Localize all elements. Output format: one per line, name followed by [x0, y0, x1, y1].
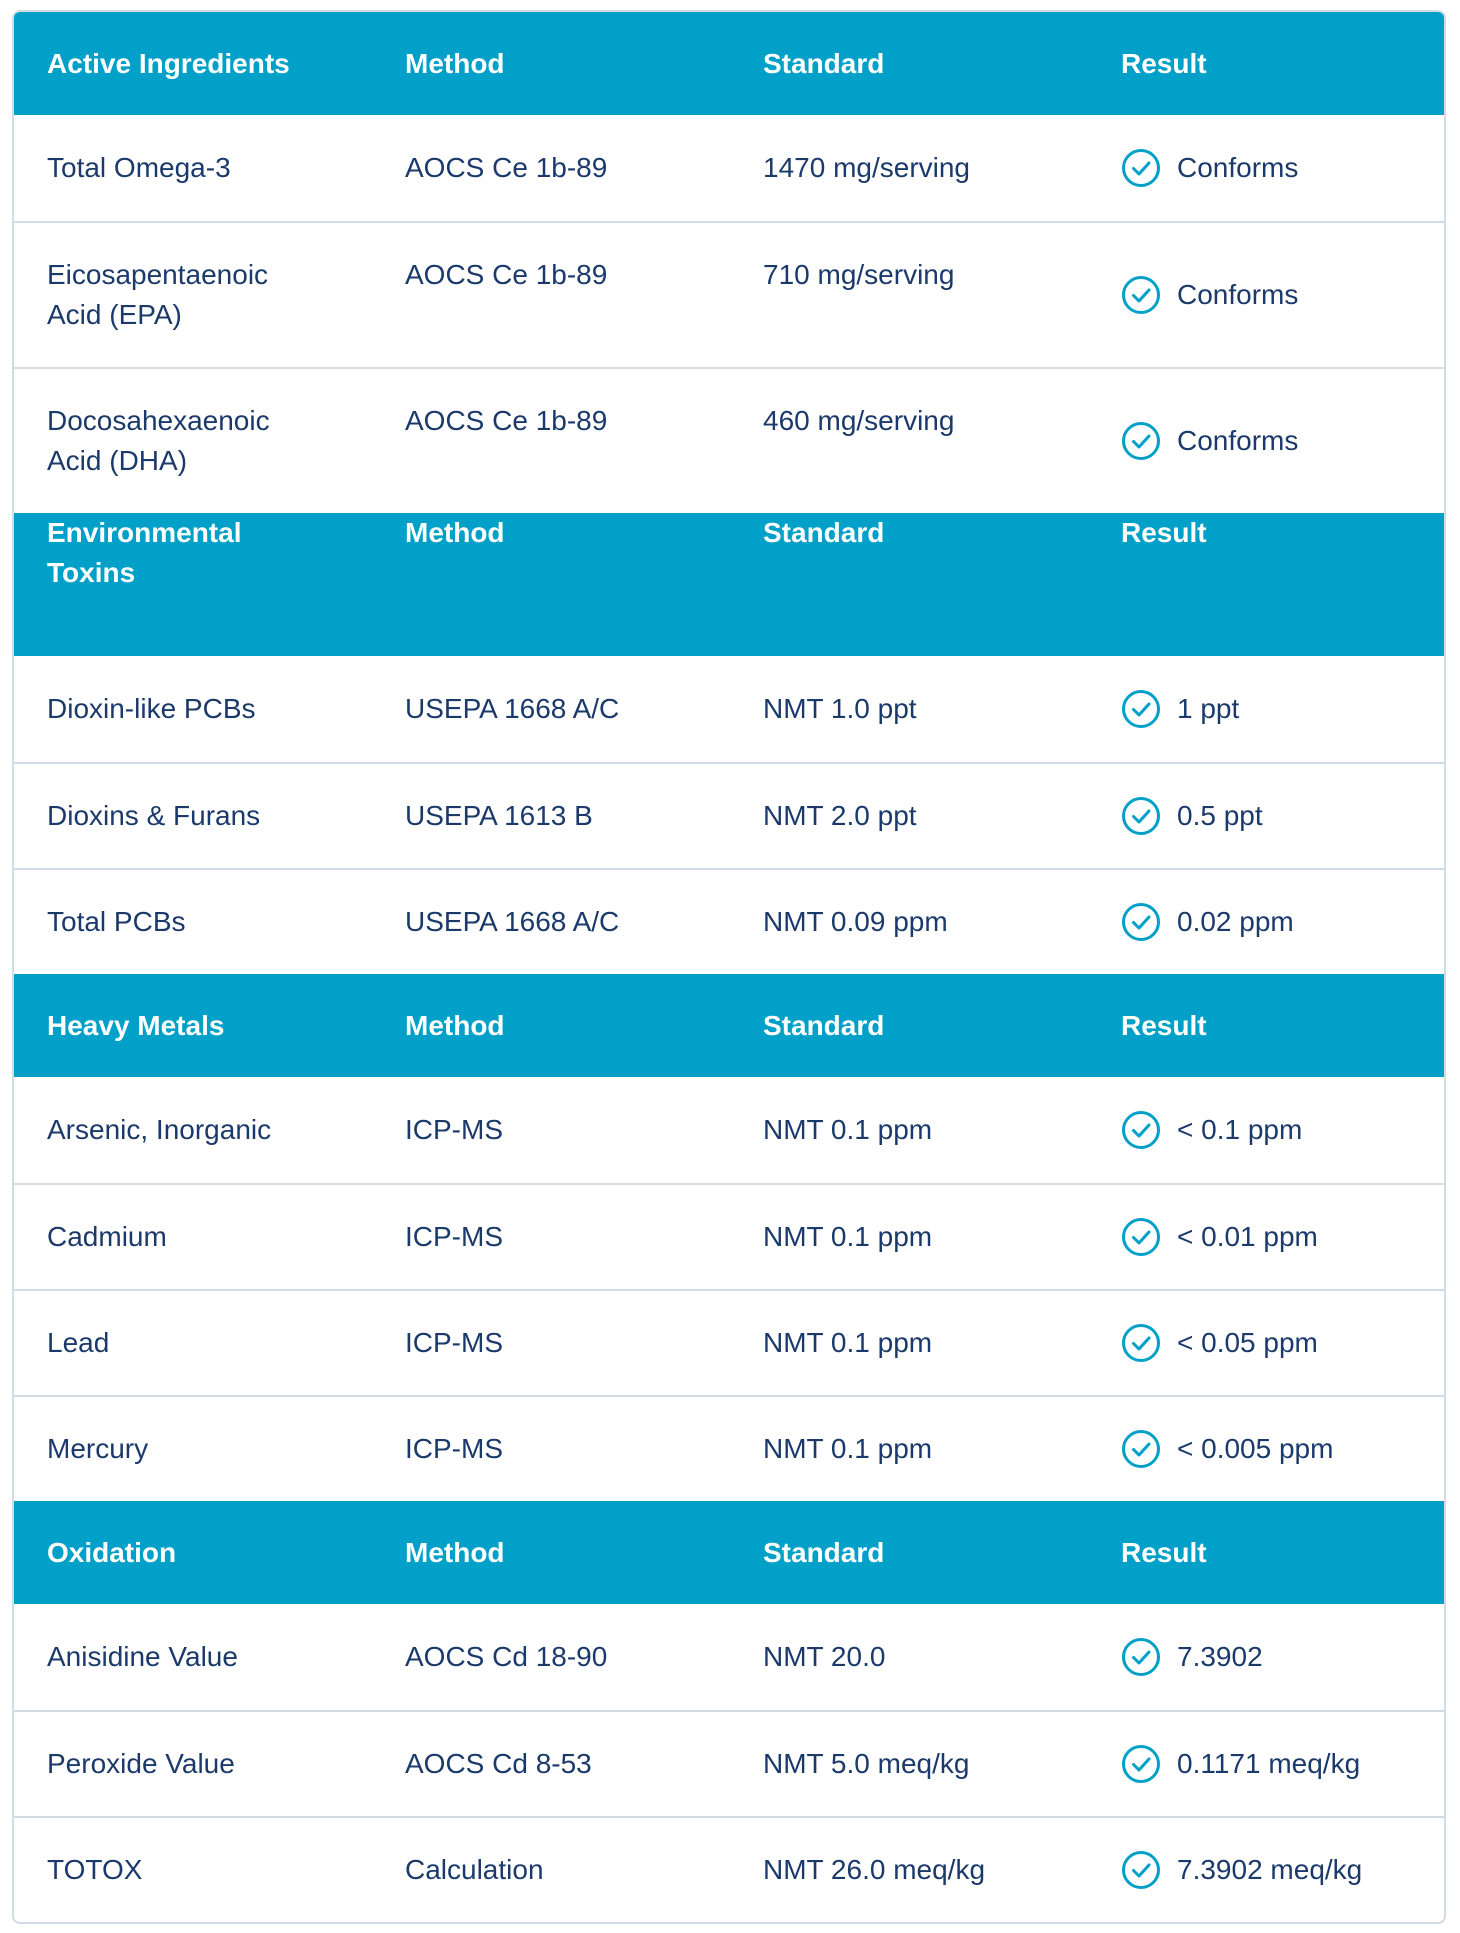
header-label: Oxidation: [47, 1536, 177, 1568]
standard-cell: NMT 0.1 ppm: [763, 1221, 933, 1252]
method-cell: USEPA 1668 A/C: [405, 906, 620, 937]
section-header-row: [14, 513, 1444, 656]
result-value: 1 ppt: [1177, 693, 1240, 724]
table-row: [14, 367, 1444, 513]
result-value: 0.02 ppm: [1177, 906, 1294, 937]
table-row: [14, 1816, 1444, 1922]
check-circle-icon: [1121, 1323, 1161, 1363]
ingredient-cell: Mercury: [47, 1433, 149, 1464]
table-row: [14, 656, 1444, 762]
header-category: [14, 513, 372, 656]
ingredient-cell: Total Omega-3: [47, 152, 231, 183]
header-result: [1088, 1006, 1444, 1046]
result-cell: [1088, 1217, 1444, 1257]
method-cell: AOCS Ce 1b-89: [405, 405, 608, 436]
ingredient-cell: Cadmium: [47, 1221, 167, 1252]
result-cell: [1088, 1429, 1444, 1469]
header-method: [372, 1533, 730, 1573]
header-category: [14, 1533, 372, 1573]
header-label: Result: [1121, 47, 1207, 79]
header-label: Active Ingredients: [47, 47, 290, 79]
section-header-row: [14, 12, 1444, 115]
ingredient-cell: Peroxide Value: [47, 1748, 235, 1779]
header-label: Method: [405, 47, 505, 79]
result-cell: [1088, 369, 1444, 513]
header-standard: [730, 1006, 1088, 1046]
header-label: Standard: [763, 47, 885, 79]
table-row: [14, 1604, 1444, 1710]
header-label: Standard: [763, 1536, 885, 1568]
section-header-row: [14, 1501, 1444, 1604]
method-cell: USEPA 1668 A/C: [405, 693, 620, 724]
table-row: [14, 1395, 1444, 1501]
result-cell: [1088, 1637, 1444, 1677]
method-cell: USEPA 1613 B: [405, 800, 593, 831]
result-value: Conforms: [1177, 152, 1299, 183]
method-cell: AOCS Cd 8-53: [405, 1748, 592, 1779]
result-value: Conforms: [1177, 425, 1299, 456]
ingredient-cell: Eicosapentaenoic Acid (EPA): [47, 259, 269, 330]
method-cell: AOCS Cd 18-90: [405, 1641, 608, 1672]
method-cell: ICP-MS: [405, 1221, 503, 1252]
ingredient-cell: TOTOX: [47, 1854, 143, 1885]
header-label: Result: [1121, 1009, 1207, 1041]
result-cell: [1088, 902, 1444, 942]
header-label: Environmental Toxins: [47, 517, 242, 588]
ingredient-cell: Total PCBs: [47, 906, 186, 937]
ingredient-cell: Dioxins & Furans: [47, 800, 261, 831]
result-value: < 0.005 ppm: [1177, 1433, 1334, 1464]
ingredient-cell: Docosahexaenoic Acid (DHA): [47, 405, 270, 476]
standard-cell: NMT 0.1 ppm: [763, 1327, 933, 1358]
header-standard: [730, 44, 1088, 84]
standard-cell: NMT 0.09 ppm: [763, 906, 948, 937]
header-method: [372, 1006, 730, 1046]
table-row: [14, 868, 1444, 974]
standard-cell: NMT 20.0: [763, 1641, 886, 1672]
header-result: [1088, 44, 1444, 84]
standard-cell: NMT 5.0 meq/kg: [763, 1748, 970, 1779]
table-row: [14, 115, 1444, 221]
method-cell: AOCS Ce 1b-89: [405, 152, 608, 183]
check-circle-icon: [1121, 1217, 1161, 1257]
header-label: Method: [405, 517, 505, 548]
check-circle-icon: [1121, 1744, 1161, 1784]
method-cell: Calculation: [405, 1854, 544, 1885]
method-cell: ICP-MS: [405, 1327, 503, 1358]
check-circle-icon: [1121, 796, 1161, 836]
standard-cell: NMT 2.0 ppt: [763, 800, 917, 831]
ingredient-cell: Arsenic, Inorganic: [47, 1114, 272, 1145]
method-cell: AOCS Ce 1b-89: [405, 259, 608, 290]
standard-cell: NMT 0.1 ppm: [763, 1433, 933, 1464]
result-value: Conforms: [1177, 279, 1299, 310]
check-circle-icon: [1121, 1429, 1161, 1469]
standard-cell: 460 mg/serving: [763, 405, 955, 436]
result-value: 7.3902 meq/kg: [1177, 1854, 1363, 1885]
result-value: < 0.1 ppm: [1177, 1114, 1303, 1145]
header-label: Standard: [763, 1009, 885, 1041]
result-cell: [1088, 1850, 1444, 1890]
standard-cell: NMT 26.0 meq/kg: [763, 1854, 986, 1885]
header-result: [1088, 1533, 1444, 1573]
result-value: < 0.01 ppm: [1177, 1221, 1318, 1252]
check-circle-icon: [1121, 1637, 1161, 1677]
test-results-table: [12, 10, 1446, 1924]
table-row: [14, 1710, 1444, 1816]
table-row: [14, 1183, 1444, 1289]
standard-cell: NMT 0.1 ppm: [763, 1114, 933, 1145]
check-circle-icon: [1121, 421, 1161, 461]
header-label: Standard: [763, 517, 885, 548]
standard-cell: NMT 1.0 ppt: [763, 693, 917, 724]
header-standard: [730, 1533, 1088, 1573]
check-circle-icon: [1121, 1850, 1161, 1890]
result-cell: [1088, 1744, 1444, 1784]
result-cell: [1088, 689, 1444, 729]
table-row: [14, 1077, 1444, 1183]
result-value: 0.5 ppt: [1177, 800, 1263, 831]
header-result: [1088, 513, 1444, 656]
check-circle-icon: [1121, 1110, 1161, 1150]
result-value: < 0.05 ppm: [1177, 1327, 1318, 1358]
check-circle-icon: [1121, 689, 1161, 729]
check-circle-icon: [1121, 148, 1161, 188]
header-label: Method: [405, 1009, 505, 1041]
standard-cell: 1470 mg/serving: [763, 152, 971, 183]
result-cell: [1088, 223, 1444, 367]
table-row: [14, 221, 1444, 367]
section-header-row: [14, 974, 1444, 1077]
header-standard: [730, 513, 1088, 656]
result-cell: [1088, 1323, 1444, 1363]
header-method: [372, 44, 730, 84]
header-method: [372, 513, 730, 656]
header-label: Result: [1121, 517, 1207, 548]
method-cell: ICP-MS: [405, 1114, 503, 1145]
result-cell: [1088, 796, 1444, 836]
header-label: Method: [405, 1536, 505, 1568]
ingredient-cell: Dioxin-like PCBs: [47, 693, 256, 724]
method-cell: ICP-MS: [405, 1433, 503, 1464]
standard-cell: 710 mg/serving: [763, 259, 955, 290]
ingredient-cell: Anisidine Value: [47, 1641, 238, 1672]
ingredient-cell: Lead: [47, 1327, 110, 1358]
result-cell: [1088, 1110, 1444, 1150]
check-circle-icon: [1121, 275, 1161, 315]
header-label: Heavy Metals: [47, 1009, 225, 1041]
header-label: Result: [1121, 1536, 1207, 1568]
header-category: [14, 1006, 372, 1046]
check-circle-icon: [1121, 902, 1161, 942]
result-value: 7.3902: [1177, 1641, 1263, 1672]
table-row: [14, 1289, 1444, 1395]
result-value: 0.1171 meq/kg: [1177, 1748, 1361, 1779]
result-cell: [1088, 148, 1444, 188]
table-row: [14, 762, 1444, 868]
header-category: [14, 44, 372, 84]
